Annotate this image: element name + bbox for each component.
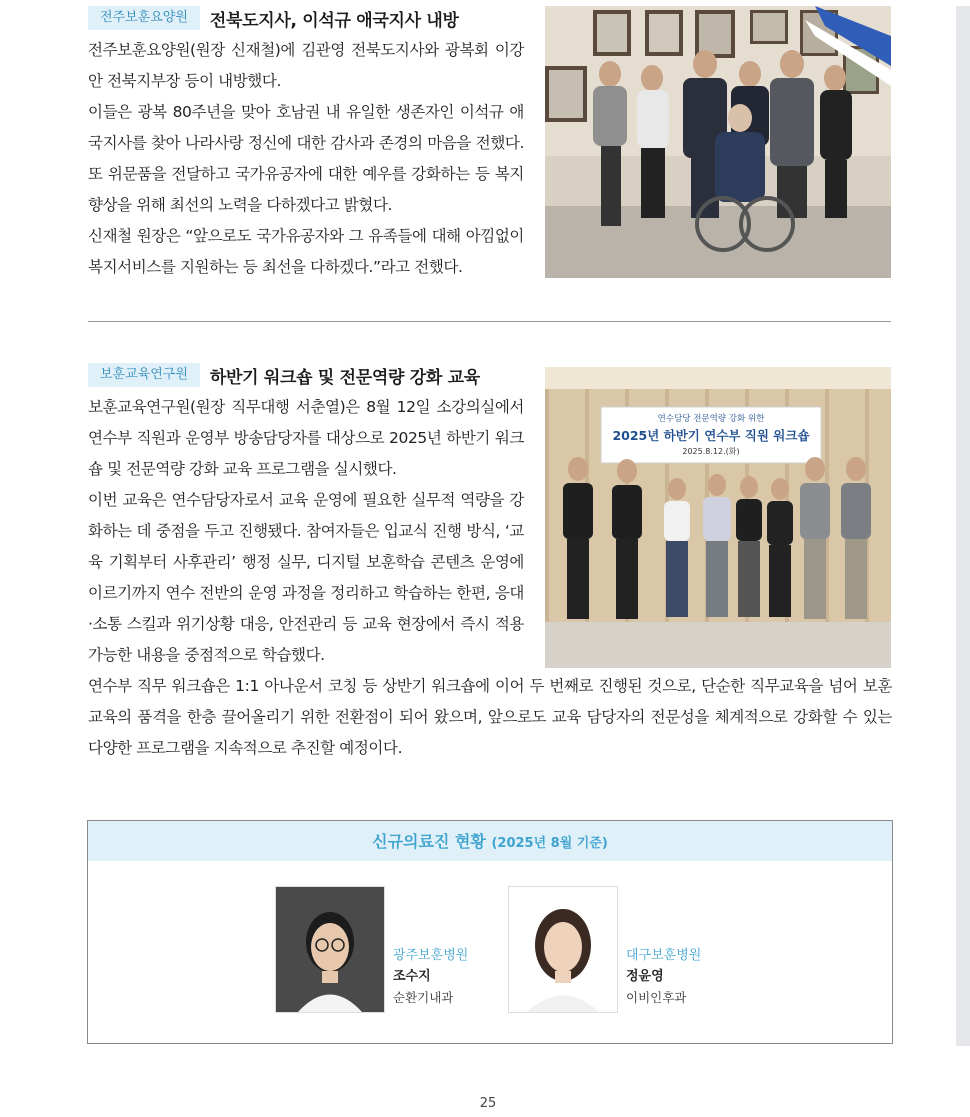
section-divider [88,321,891,322]
box-subtitle: (2025년 8월 기준) [491,836,608,851]
page-edge-bar [956,6,970,1046]
doctor-hospital: 대구보훈병원 [626,948,702,963]
paragraph: 전주보훈요양원(원장 신재철)에 김관영 전북도지사와 광복회 이강안 전북지부장 등이 내방했다. [88,41,524,90]
doctor-department: 이비인후과 [626,990,687,1005]
banner-line-2: 2025년 하반기 연수부 직원 워크숍 [612,428,810,443]
article-title: 하반기 워크숍 및 전문역량 강화 교육 [209,367,480,388]
paragraph: 이번 교육은 연수담당자로서 교육 운영에 필요한 실무적 역량을 강화하는 데 중점을 두고 진행됐다. 참여자들은 입교식 진행 방식, ‘교육 기획부터 사후관리’ 행정 실무, 디지털 보훈학습 콘텐츠 운영에 이르기까지 연수 전반의 운영 과정을 정리하고 학습하는 한편, 응대·소통 스킬과 위기상황 대응, 안전관리 등 교육 현장에서 즉시 적용 가능한 내용을 중점적으로 학습했다. [88,491,524,664]
page-number: 25 [479,1096,497,1111]
article-body [88,392,524,671]
category-tag: 보훈교육연구원 [88,363,200,387]
banner-line-3: 2025.8.12.(화) [682,447,740,456]
photo-governor-visit [545,6,891,278]
new-doctors-box [87,820,893,1044]
doctor-hospital: 광주보훈병원 [393,948,469,963]
banner-line-1: 연수담당 전문역량 강화 위한 [657,414,765,424]
paragraph-full-width: 연수부 직무 워크숍은 1:1 아나운서 코칭 등 상반기 워크숍에 이어 두 번째로 진행된 것으로, 단순한 직무교육을 넘어 보훈교육의 품격을 한층 끌어올리기 위한 전환점이 되어 왔으며, 앞으로도 교육 담당자의 전문성을 체계적으로 강화할 수 있는 다양한 프로그램을 지속적으로 추진할 예정이다. [88,677,892,757]
doctor-name: 조수지 [393,969,431,984]
article-body [88,35,524,283]
paragraph: 보훈교육연구원(원장 직무대행 서춘열)은 8월 12일 소강의실에서 연수부 직원과 운영부 방송담당자를 대상으로 2025년 하반기 워크숍 및 전문역량 강화 교육 프로그램을 실시했다. [88,398,524,478]
paragraph: 신재철 원장은 “앞으로도 국가유공자와 그 유족들에 대해 아낌없이 복지서비스를 지원하는 등 최선을 다하겠다.”라고 전했다. [88,227,524,276]
doctor-portrait [508,886,618,1013]
category-tag: 전주보훈요양원 [88,6,200,30]
doctor-name: 정윤영 [626,969,664,984]
box-header [88,821,892,861]
doctor-info [626,946,746,1008]
box-title: 신규의료진 현황 [372,832,486,851]
doctor-department: 순환기내과 [393,990,454,1005]
doctor-info [393,946,513,1008]
paragraph: 이들은 광복 80주년을 맞아 호남권 내 유일한 생존자인 이석규 애국지사를 찾아 나라사랑 정신에 대한 감사과 존경의 마음을 전했다. 또 위문품을 전달하고 국가유공자에 대한 예우를 강화하는 등 복지 향상을 위해 최선의 노력을 다하겠다고 밝혔다. [88,103,524,214]
doctor-portrait [275,886,385,1013]
article-title: 전북도지사, 이석규 애국지사 내방 [209,10,459,31]
photo-workshop [545,367,891,668]
